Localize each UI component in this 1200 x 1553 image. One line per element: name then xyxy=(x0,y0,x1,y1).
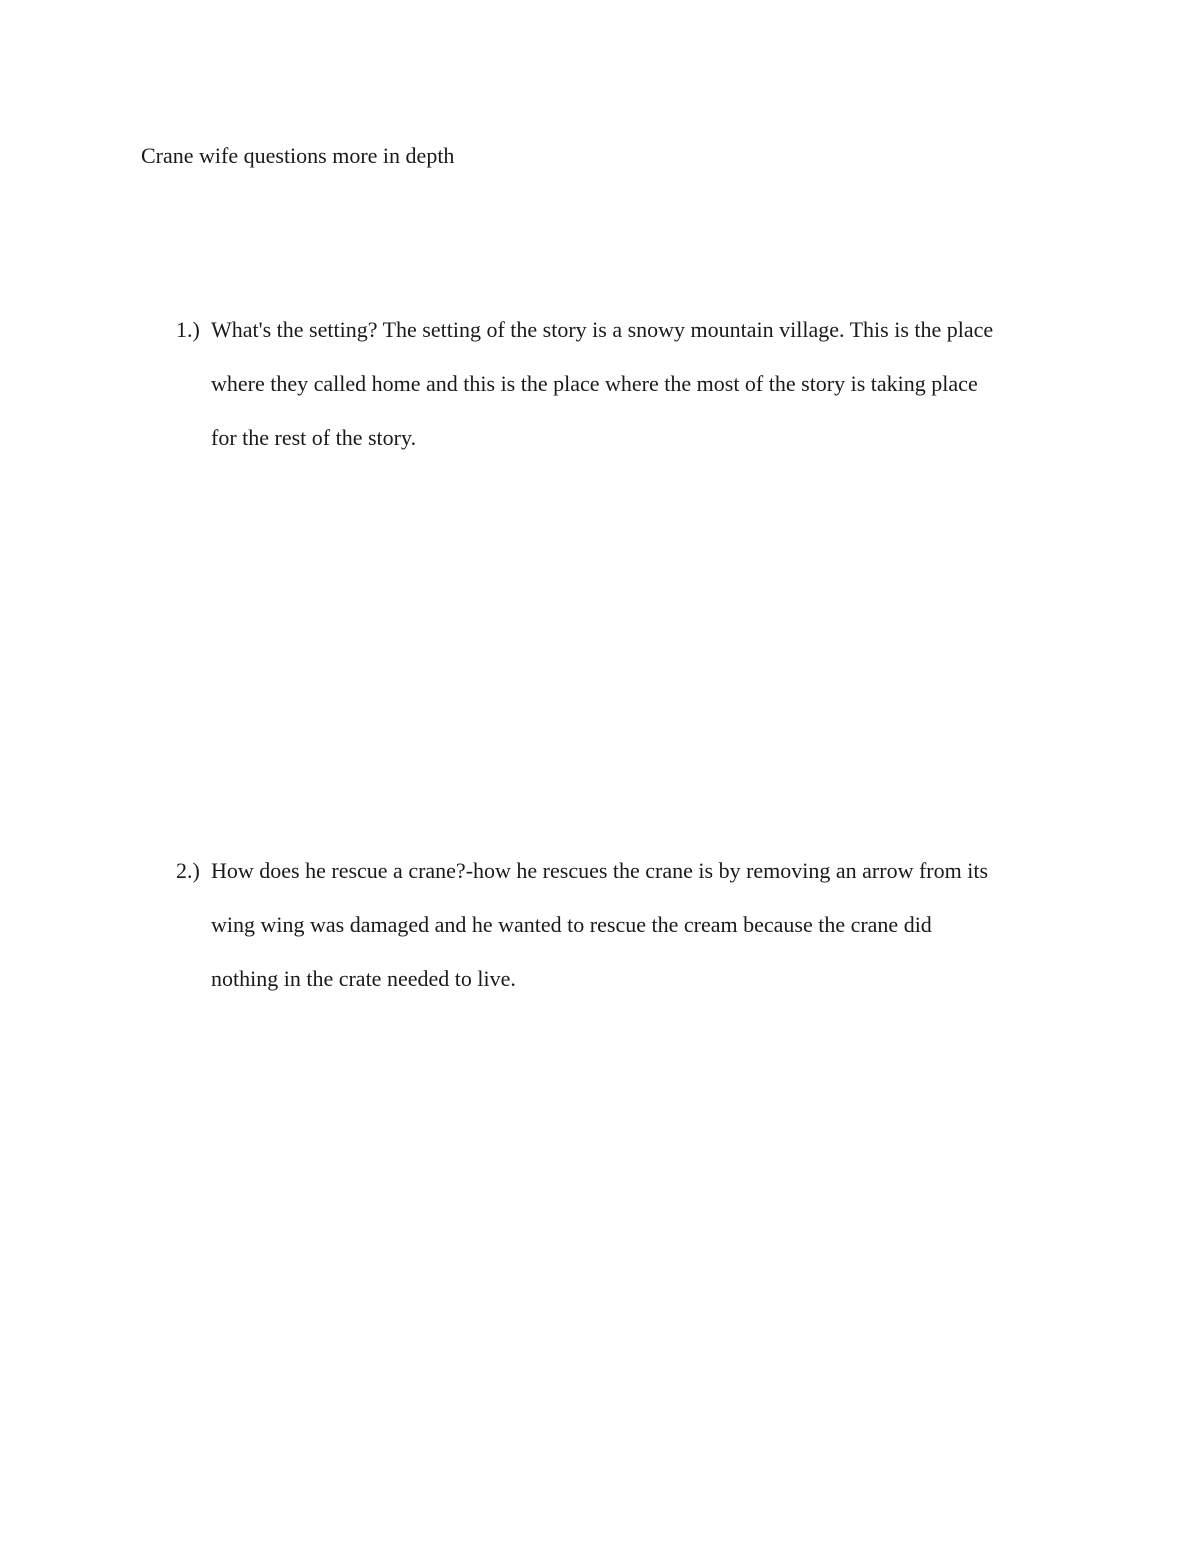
question-answer-text xyxy=(211,844,1056,1006)
question-item-2 xyxy=(176,844,1056,1006)
text-line: for the rest of the story. xyxy=(211,425,417,450)
document-title: Crane wife questions more in depth xyxy=(141,143,455,168)
question-number: 2.) xyxy=(176,858,200,883)
question-answer-text xyxy=(211,303,1056,465)
text-line: wing wing was damaged and he wanted to rescue the cream because the crane did xyxy=(211,912,932,937)
text-line: What's the setting? The setting of the story is a snowy mountain village. This is the place xyxy=(211,317,994,342)
text-line: where they called home and this is the place where the most of the story is taking place xyxy=(211,371,978,396)
text-line: nothing in the crate needed to live. xyxy=(211,966,516,991)
text-line: How does he rescue a crane?-how he rescues the crane is by removing an arrow from its xyxy=(211,858,989,883)
question-number: 1.) xyxy=(176,317,200,342)
question-item-1 xyxy=(176,303,1056,465)
